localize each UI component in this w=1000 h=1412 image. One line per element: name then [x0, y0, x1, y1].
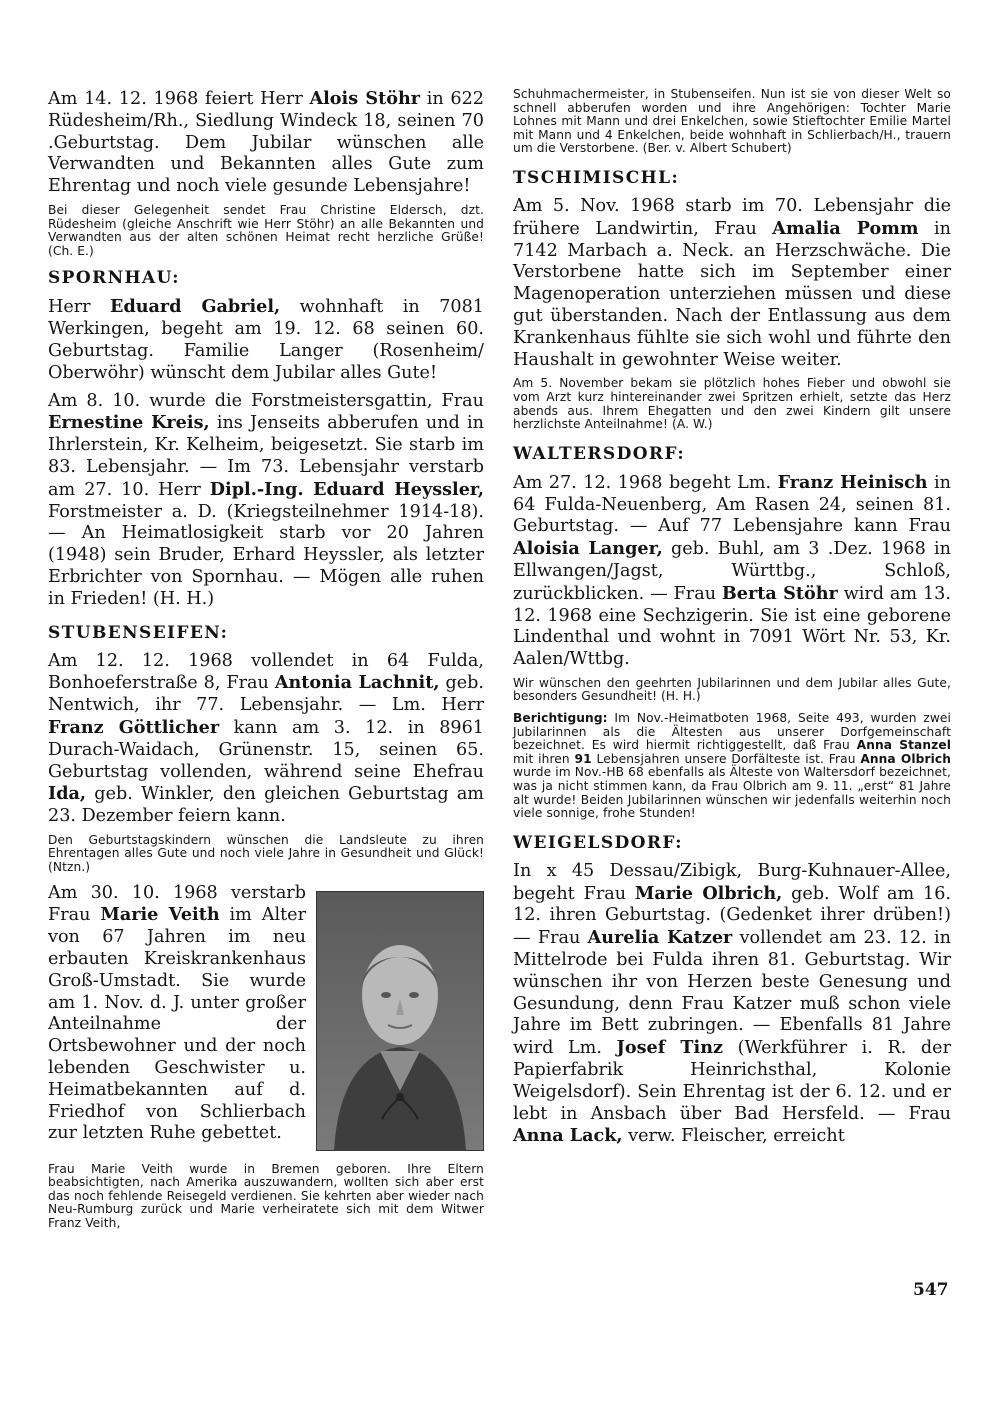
- emphasized-name: 91: [574, 751, 592, 766]
- section-heading-stubenseifen: STUBENSEIFEN:: [48, 622, 229, 643]
- emphasized-name: Marie Olbrich,: [634, 882, 783, 904]
- text-run: geb. Wolf am 16. 12. ihren Geburtstag. (Gedenket ihrer drüben!) — Frau: [513, 883, 952, 949]
- emphasized-name: Aloisia Langer,: [513, 538, 663, 560]
- section-heading-tschimischl: TSCHIMISCHL:: [513, 167, 680, 188]
- text-run: (Werkführer i. R. der Papierfabrik Heinrichsthal, Kolonie Weigelsdorf). Sein Ehrentag ist der 6. 12. und er lebt in Ansbach über Bad Hersfeld. — Frau: [513, 1038, 951, 1124]
- text-run: wohnhaft in 7081 Werkingen, begeht am 19. 12. 68 seinen 60. Geburtstag. Familie Langer (Rosenheim/ Oberwöhr) wünscht dem Jubilar alles Gute!: [48, 297, 484, 383]
- text-run: wird am 13. 12. 1968 eine Sechzigerin. Sie ist eine geborene Lindenthal und wohnt in 7091 Wört Nr. 53, Kr. Aalen/Wttbg.: [513, 583, 951, 670]
- emphasized-name: Alois Stöhr: [309, 88, 421, 109]
- text-run: Lebensjahren unsere Dorfälteste ist. Frau: [591, 751, 861, 766]
- text-run: wurde im Nov.-HB 68 ebenfalls als Älteste von Waltersdorf bezeichnet, was ja nicht stimmen kann, da Frau Olbrich am 9. 11. „erst“ 81 Jahre alt wurde! Beiden Jubilarinnen wünschen wir jedenfalls weiterhin noch viele sonnige, frohe Stunden!: [513, 765, 951, 821]
- text-run: kann am 3. 12. in 8961 Durach-Waidach, Grünenstr. 15, seinen 65. Geburtstag vollenden, während seine Ehefrau: [48, 717, 484, 782]
- emphasized-name: Josef Tinz: [616, 1037, 723, 1059]
- article-paragraph: [48, 88, 484, 198]
- section-heading-waltersdorf: WALTERSDORF:: [513, 443, 685, 464]
- text-run: Am 5. Nov. 1968 starb im 70. Lebensjahr die frühere Landwirtin, Frau: [513, 195, 951, 239]
- text-run: geb. Buhl, am 3 .Dez. 1968 in Ellwangen/Jagst, Württbg., Schloß, zurückblicken. — Frau: [513, 539, 951, 604]
- text-run: Am 14. 12. 1968 feiert Herr: [48, 89, 310, 109]
- text-run: geb. Winkler, den gleichen Geburtstag am 23. Dezember feiern kann.: [48, 784, 484, 827]
- emphasized-name: Franz Göttlicher: [48, 716, 220, 738]
- emphasized-name: Franz Heinisch: [777, 471, 928, 493]
- text-run: Am 12. 12. 1968 vollendet in 64 Fulda, Bonhoeferstraße 8, Frau: [48, 650, 484, 694]
- page-number: 547: [913, 1280, 949, 1300]
- article-paragraph: [513, 196, 951, 371]
- small-print-note: Bei dieser Gelegenheit sendet Frau Christine Eldersch, dzt. Rüdesheim (gleiche Anschrift wie Herr Stöhr) an alle Bekannten und Verwandten aus der alten schönen Heimat recht herzliche Grüße! (Ch. E.): [48, 202, 484, 258]
- text-run: mit ihren: [513, 751, 575, 766]
- emphasized-name: Dipl.-Ing. Eduard Heyssler,: [209, 478, 484, 500]
- text-run: Herr: [48, 297, 111, 318]
- text-run: Am 27. 12. 1968 begeht Lm.: [513, 472, 778, 493]
- obituary-block: [48, 883, 484, 1157]
- emphasized-name: Antonia Lachnit,: [274, 672, 440, 694]
- emphasized-name: Ernestine Kreis,: [48, 412, 210, 434]
- emphasized-name: Marie Veith: [100, 904, 220, 926]
- text-run: Am 8. 10. wurde die Forstmeistersgattin, Frau: [48, 390, 484, 411]
- text-run: geb. Nentwich, ihr 77. Lebensjahr. — Lm. Herr: [48, 673, 484, 716]
- article-paragraph: [513, 472, 951, 671]
- small-print-note: Wir wünschen den geehrten Jubilarinnen und dem Jubilar alles Gute, besonders Gesundheit! (H. H.): [513, 675, 951, 704]
- text-run: Forstmeister a. D. (Kriegsteilnehmer 1914-18). — An Heimatlosigkeit starb vor 20 Jahren (1948) sein Bruder, Erhard Heyssler, als letzter Erbrichter von Spornhau. — Mögen alle ruhen in Frieden! (H. H.): [48, 501, 484, 609]
- text-run: verw. Fleischer, erreicht: [622, 1126, 845, 1147]
- text-run: Am 30. 10. 1968 verstarb Frau: [48, 882, 306, 926]
- text-run: in 64 Fulda-Neuenberg, Am Rasen 24, seinen 81. Geburtstag. — Auf 77 Lebensjahre kann Frau: [513, 472, 951, 537]
- section-heading-weigelsdorf: WEIGELSDORF:: [513, 832, 683, 853]
- emphasized-name: Berta Stöhr: [721, 582, 838, 604]
- emphasized-name: Anna Lack,: [513, 1125, 623, 1147]
- emphasized-name: Aurelia Katzer: [587, 927, 733, 949]
- text-run: im Alter von 67 Jahren im neu erbauten Kreiskrankenhaus Groß-Umstadt. Sie wurde am 1. Nov. d. J. unter großer Anteilnahme der Ortsbewohner und der noch lebenden Geschwister u. Heimatbekannten auf d. Friedhof von Schlierbach zur letzten Ruhe gebettet.: [48, 905, 306, 1144]
- small-print-note: Den Geburtstagskindern wünschen die Landsleute zu ihren Ehrentagen alles Gute und noch viele Jahre in Gesundheit und Glück! (Ntzn.): [48, 832, 484, 875]
- article-paragraph: [48, 391, 484, 611]
- small-print-note: Am 5. November bekam sie plötzlich hohes Fieber und obwohl sie vom Arzt kurz hintereinander zwei Spritzen erhielt, setzte das Herz abends aus. Ihrem Ehegatten und den zwei Kindern gilt unsere herzlichste Anteilnahme! (A. W.): [513, 376, 951, 432]
- text-run: in 622 Rüdesheim/Rh., Siedlung Windeck 18, seinen 70 .Geburtstag. Dem Jubilar wünschen alle Verwandten und Bekannten alles Gute zum Ehrentag und noch viele gesunde Lebensjahre!: [48, 89, 484, 197]
- article-paragraph: [513, 861, 951, 1148]
- text-run: vollendet am 23. 12. in Mittelrode bei Fulda ihren 81. Geburtstag. Wir wünschen ihr von Herzen beste Genesung und Gesundung, denn Frau Katzer muß schon viele Jahre im Bett zubringen. — Ebenfalls 81 Jahre wird Lm.: [513, 928, 951, 1059]
- emphasized-name: Anna Stanzel: [856, 738, 951, 753]
- left-column: [48, 88, 484, 1239]
- small-print-note: Schuhmachermeister, in Stubenseifen. Nun ist sie von dieser Welt so schnell abberufen worden und ihre Angehörigen: Tochter Marie Lohnes mit Mann und drei Enkelchen, sowie Stieftochter Emilie Martel mit Mann und 4 Enkelchen, beide wohnhaft in Schlierbach/H., trauern um die Verstorbene. (Ber. v. Albert Schubert): [513, 87, 951, 156]
- section-heading-spornhau: SPORNHAU:: [48, 268, 180, 289]
- small-print-note: Frau Marie Veith wurde in Bremen geboren. Ihre Eltern beabsichtigten, nach Amerika auszuwandern, wollten sich aber erst das noch fehlende Reisegeld verdienen. Sie kehrten aber wieder nach Neu-Rumburg zurück und Marie verheiratete sich mit dem Witwer Franz Veith,: [48, 1161, 484, 1231]
- text-run: in 7142 Marbach a. Neck. an Herzschwäche. Die Verstorbene hatte sich im September einer Magenoperation unterziehen müssen und diese gut überstanden. Nach der Entlassung aus dem Krankenhaus fühlte sie sich wohl und führte den Haushalt in gewohnter Weise weiter.: [513, 218, 951, 370]
- right-column: [513, 88, 951, 1154]
- text-run: Im Nov.-Heimatboten 1968, Seite 493, wurden zwei Jubilarinnen als die Ältesten aus unserer Dorfgemeinschaft bezeichnet. Es wird hiermit richtiggestellt, daß Frau: [513, 711, 951, 753]
- portrait-photo: [316, 891, 484, 1151]
- emphasized-name: Anna Olbrich: [860, 751, 951, 766]
- emphasized-name: Eduard Gabriel,: [110, 296, 281, 318]
- text-run: ins Jenseits abberufen und in Ihrlerstein, Kr. Kelheim, beigesetzt. Sie starb im 83. Lebensjahr. — Im 73. Lebensjahr verstarb am 27. 10. Herr: [48, 413, 485, 500]
- article-paragraph: [48, 296, 484, 384]
- emphasized-name: Berichtigung:: [513, 711, 608, 726]
- text-run: In x 45 Dessau/Zibigk, Burg-Kuhnauer-Allee, begeht Frau: [513, 860, 951, 904]
- article-paragraph: [48, 651, 484, 828]
- emphasized-name: Ida,: [48, 783, 87, 805]
- emphasized-name: Amalia Pomm: [772, 217, 919, 239]
- correction-note: [513, 712, 951, 821]
